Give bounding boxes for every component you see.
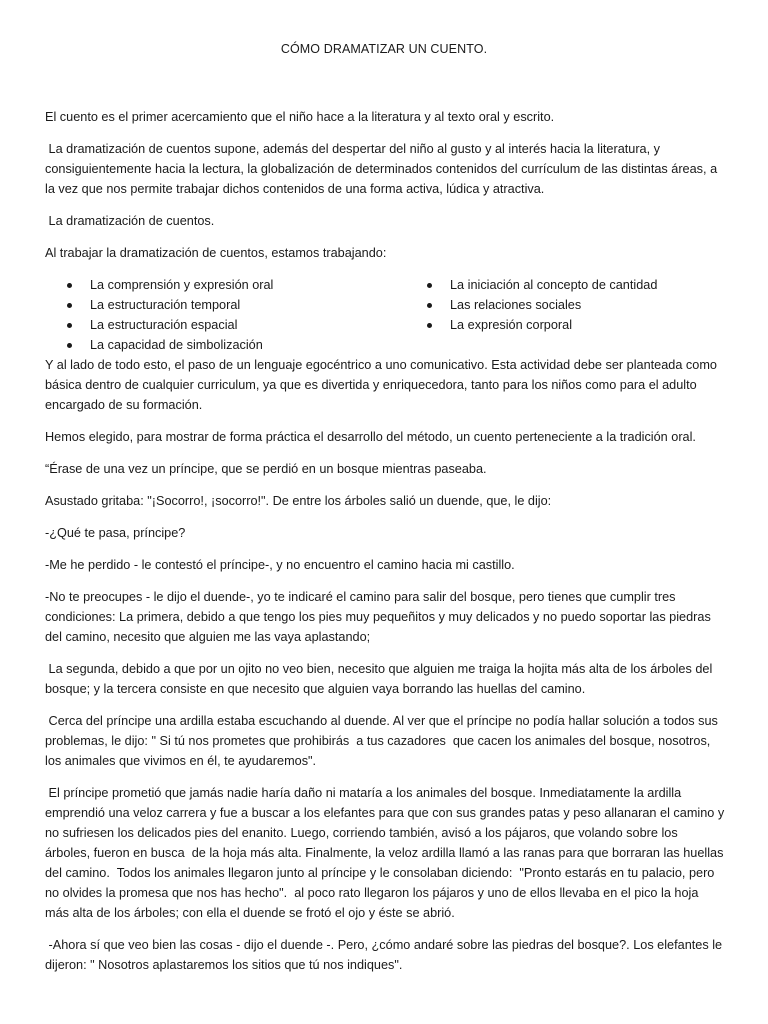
list-item: La estructuración temporal <box>65 295 425 315</box>
bullet-list-left <box>45 275 425 355</box>
paragraph: -No te preocupes - le dijo el duende-, yo te indicaré el camino para salir del bosque, pero tienes que cumplir tres condiciones: La primera, debido a que tengo los pies muy pequeñitos y muy delicados y no puedo soportar las piedras del camino, necesito que alguien me las vaya aplastando; <box>45 590 715 644</box>
paragraph: -Me he perdido - le contestó el príncipe-, y no encuentro el camino hacia mi castillo. <box>45 558 515 572</box>
paragraph: Y al lado de todo esto, el paso de un lenguaje egocéntrico a uno comunicativo. Esta actividad debe ser planteada como básica dentro de cualquier curriculum, ya que es divertida y enriquecedora, tanto para los niños como para el adulto encargado de su formación. <box>45 358 721 412</box>
bullet-lists <box>45 275 725 355</box>
list-item: La expresión corporal <box>425 315 657 335</box>
list-item: La comprensión y expresión oral <box>65 275 425 295</box>
paragraph: Asustado gritaba: "¡Socorro!, ¡socorro!". De entre los árboles salió un duende, que, le dijo: <box>45 494 552 508</box>
paragraph: Hemos elegido, para mostrar de forma práctica el desarrollo del método, un cuento perteneciente a la tradición oral. <box>45 430 696 444</box>
paragraph: La dramatización de cuentos. <box>45 214 215 228</box>
list-item: La capacidad de simbolización <box>65 335 425 355</box>
paragraph: Cerca del príncipe una ardilla estaba escuchando al duende. Al ver que el príncipe no podía hallar solución a todos sus problemas, le dijo: " Si tú nos prometes que prohibirás a tus cazadores que cacen los animales del bosque, nosotros, los animales que vivimos en él, te ayudaremos". <box>45 714 722 768</box>
paragraph: -Ahora sí que veo bien las cosas - dijo el duende -. Pero, ¿cómo andaré sobre las piedras del bosque?. Los elefantes le dijeron: " Nosotros aplastaremos los sitios que tú nos indiques". <box>45 938 726 972</box>
document-title: CÓMO DRAMATIZAR UN CUENTO. <box>280 42 488 56</box>
paragraph: El príncipe prometió que jamás nadie haría daño ni mataría a los animales del bosque. Inmediatamente la ardilla emprendió una veloz carrera y fue a buscar a los elefantes para que con sus grandes patas y peso allanaran el camino y no sufriesen los delicados pies del enanito. Luego, corriendo también, avisó a los pájaros, que volando sobre los árboles, fueron en busca de la hoja más alta. Finalmente, la veloz ardilla llamó a las ranas para que borraran las huellas del camino. Todos los animales llegaron junto al príncipe y le consolaban diciendo: "Pronto estarás en tu palacio, pero no olvides la promesa que nos has hecho". al poco rato llegaron los pájaros y uno de ellos llevaba en el pico la hoja más alta de los árboles; con ella el duende se frotó el ojo y éste se abrió. <box>45 786 728 920</box>
paragraph: Al trabajar la dramatización de cuentos, estamos trabajando: <box>45 246 387 260</box>
paragraph: La segunda, debido a que por un ojito no veo bien, necesito que alguien me traiga la hojita más alta de los árboles del bosque; y la tercera consiste en que necesito que alguien vaya borrando las huellas del camino. <box>45 662 716 696</box>
document-body <box>45 107 728 987</box>
bullet-list-right <box>425 275 657 355</box>
list-item: La estructuración espacial <box>65 315 425 335</box>
paragraph: El cuento es el primer acercamiento que el niño hace a la literatura y al texto oral y escrito. <box>45 110 555 124</box>
paragraph: -¿Qué te pasa, príncipe? <box>45 526 186 540</box>
list-item: La iniciación al concepto de cantidad <box>425 275 657 295</box>
paragraph: “Érase de una vez un príncipe, que se perdió en un bosque mientras paseaba. <box>45 462 487 476</box>
list-item: Las relaciones sociales <box>425 295 657 315</box>
paragraph: La dramatización de cuentos supone, además del despertar del niño al gusto y al interés hacia la literatura, y consiguientemente hacia la lectura, la globalización de determinados contenidos del currículum de las distintas áreas, a la vez que nos permite trabajar dichos contenidos de una forma activa, lúdica y atractiva. <box>45 142 721 196</box>
